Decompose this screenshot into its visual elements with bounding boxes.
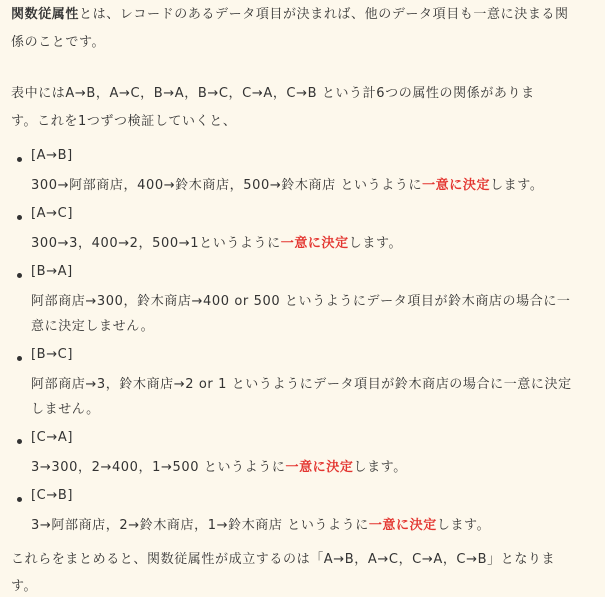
item-cb-suffix: します。 (436, 518, 491, 533)
item-cb-emphasis: 一意に決定 (368, 518, 437, 533)
item-ab-text: 300→阿部商店，400→鈴木商店，500→鈴木商店 というように (31, 178, 423, 193)
intro-term: 関数従属性 (11, 7, 80, 22)
item-cb-head: [C→B] (31, 488, 74, 503)
bullet-dot (17, 273, 22, 278)
item-ac-head: [A→C] (31, 206, 74, 221)
item-ca-body (31, 456, 407, 475)
intro-line-1-text: とは、レコードのあるデータ項目が決まれば、他のデータ項目も一意に決まる関 (79, 7, 569, 22)
intro-line-2: 係のことです。 (11, 35, 106, 50)
item-ca-suffix: します。 (353, 460, 407, 475)
item-bc-head: [B→C] (31, 347, 74, 362)
item-cb-text: 3→阿部商店，2→鈴木商店，1→鈴木商店 というように (31, 518, 369, 533)
item-ac-suffix: します。 (348, 236, 403, 251)
item-ab-emphasis: 一意に決定 (422, 178, 491, 193)
item-ba-head: [B→A] (31, 264, 73, 279)
item-ca-head: [C→A] (31, 430, 74, 445)
bullet-dot (17, 157, 22, 162)
item-ac-emphasis: 一意に決定 (280, 236, 349, 251)
conclusion-line-2: す。 (11, 579, 38, 594)
item-ab-body (31, 174, 543, 193)
item-ba-body-line-2: 意に決定しません。 (31, 319, 155, 334)
item-ac-text: 300→3，400→2，500→1というように (31, 236, 281, 251)
item-ab-suffix: します。 (490, 178, 544, 193)
bullet-dot (17, 497, 22, 502)
summary-line-1: 表中にはA→B，A→C，B→A，B→C，C→A，C→B という計6つの属性の関係がありま (11, 86, 535, 101)
item-ca-emphasis: 一意に決定 (285, 460, 354, 475)
item-ab-head: [A→B] (31, 148, 73, 163)
item-ba-body-line-1: 阿部商店→300，鈴木商店→400 or 500 というようにデータ項目が鈴木商店の場合に一 (31, 294, 571, 309)
item-ac-body (31, 232, 402, 251)
conclusion-line-1: これらをまとめると、関数従属性が成立するのは「A→B，A→C，C→A，C→B」となりま (11, 552, 556, 567)
summary-line-2: す。これを1つずつ検証していくと、 (11, 114, 237, 129)
item-ca-text: 3→300，2→400，1→500 というように (31, 460, 286, 475)
bullet-dot (17, 439, 22, 444)
bullet-dot (17, 215, 22, 220)
item-bc-body-line-2: しません。 (31, 402, 100, 417)
item-cb-body (31, 514, 490, 533)
bullet-dot (17, 356, 22, 361)
intro-line-1 (11, 3, 569, 22)
item-bc-body-line-1: 阿部商店→3，鈴木商店→2 or 1 というようにデータ項目が鈴木商店の場合に一意に決定 (31, 377, 572, 392)
